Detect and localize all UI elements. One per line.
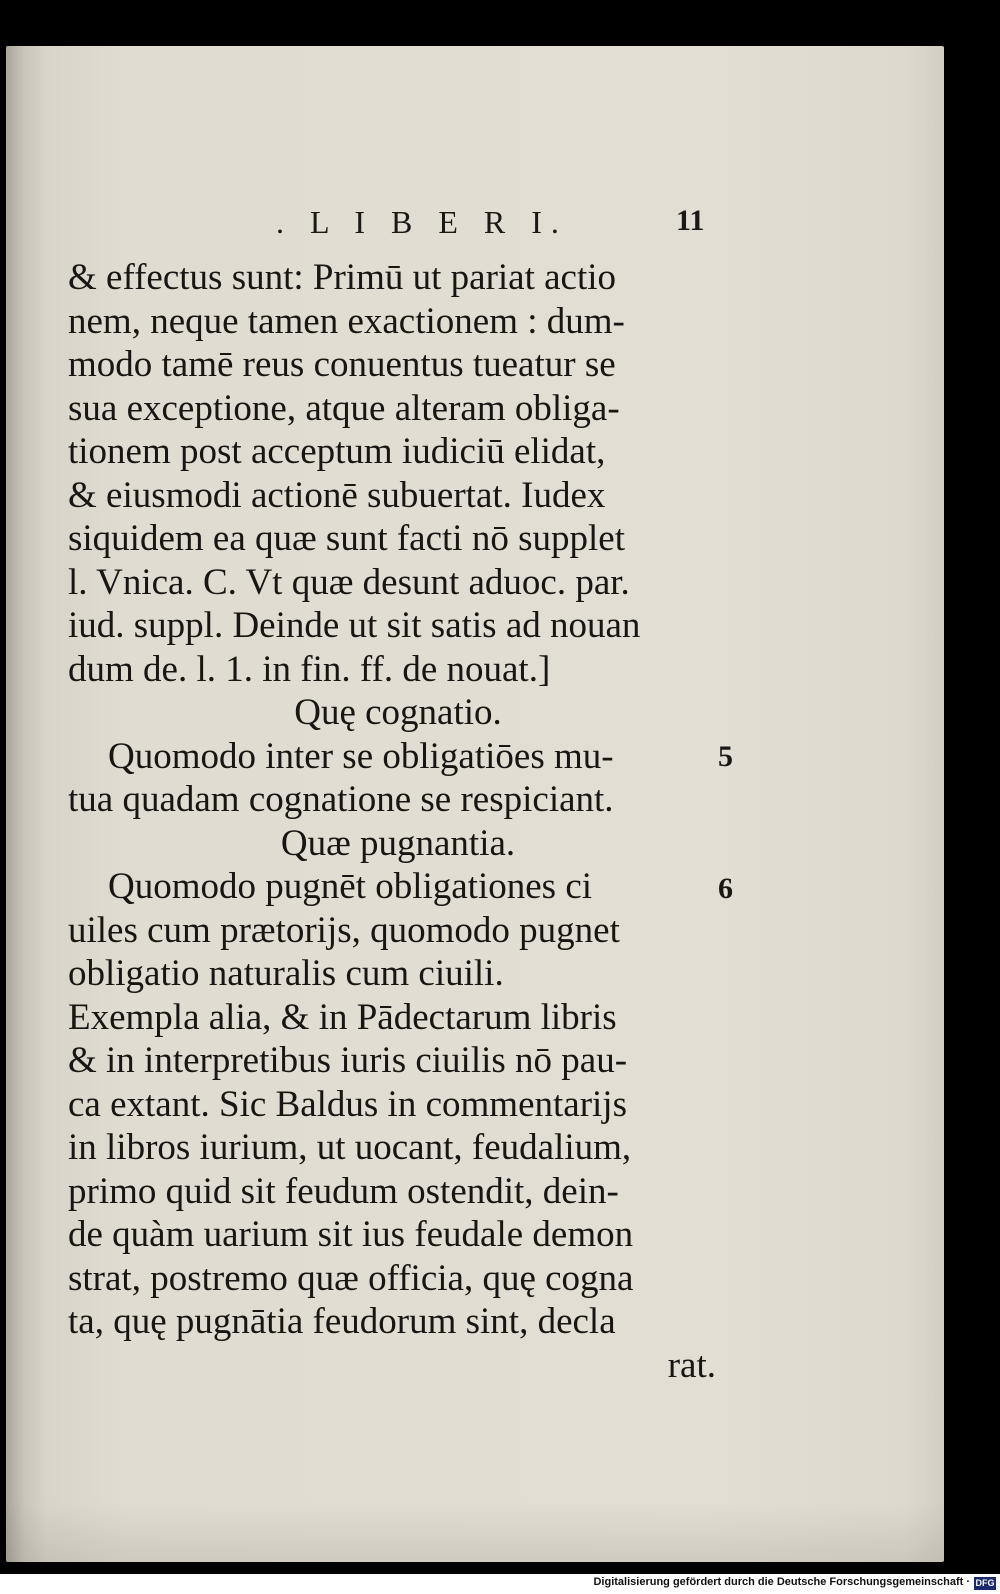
text-line: ta, quę pugnātia feudorum sint, decla [68, 1301, 616, 1342]
footer-bar [0, 1574, 1000, 1594]
text-line: obligatio naturalis cum ciuili. [68, 953, 504, 994]
dfg-logo: DFG [975, 1578, 995, 1588]
margin-number: 6 [718, 872, 733, 905]
text-line: & in interpretibus iuris ciuilis nō pau- [68, 1040, 628, 1081]
text-line: primo quid sit feudum ostendit, dein- [68, 1170, 619, 1212]
text-line: in libros iurium, ut uocant, feudalium, [68, 1127, 632, 1168]
text-line: tua quadam cognatione se respiciant. [68, 779, 614, 820]
text-line: Exempla alia, & in Pādectarum libris [68, 996, 617, 1038]
funding-credit: Digitalisierung gefördert durch die Deutsche Forschungsgemeinschaft · [593, 1576, 970, 1588]
text-line: ca extant. Sic Baldus in commentarijs [68, 1083, 627, 1125]
page-header [6, 204, 944, 244]
text-line: & eiusmodi actionē subuertat. Iudex [68, 474, 606, 516]
running-title: . L I B E R I. [276, 204, 568, 240]
text-line: sua exceptione, atque alteram obliga- [68, 387, 620, 429]
text-line: uiles cum prætorijs, quomodo pugnet [68, 909, 620, 951]
text-line: de quàm uarium sit ius feudale demon [68, 1214, 634, 1255]
text-line: modo tamē reus conuentus tueatur se [68, 344, 616, 385]
text-line: iud. suppl. Deinde ut sit satis ad nouan [68, 605, 641, 646]
text-line: rat. [667, 1344, 716, 1386]
text-line: tionem post acceptum iudiciū elidat, [68, 431, 606, 472]
body-text [68, 256, 728, 1387]
text-line: siquidem ea quæ sunt facti nō supplet [68, 518, 625, 559]
section-heading: Quæ pugnantia. [280, 822, 516, 864]
text-line: & effectus sunt: Primū ut pariat actio [68, 257, 617, 298]
text-line: l. Vnica. C. Vt quæ desunt aduoc. par. [68, 561, 630, 603]
section-heading: Quę cognatio. [294, 692, 502, 733]
text-line: Quomodo pugnēt obligationes ci [108, 866, 593, 907]
book-page [6, 46, 944, 1562]
folio-number: 11 [676, 204, 705, 237]
text-line: Quomodo inter se obligatiōes mu- [108, 735, 614, 777]
text-line: strat, postremo quæ officia, quę cogna [68, 1257, 634, 1299]
text-line: dum de. l. 1. in fin. ff. de nouat.] [68, 648, 551, 690]
margin-number: 5 [718, 740, 733, 773]
text-line: nem, neque tamen exactionem : dum- [68, 300, 625, 342]
